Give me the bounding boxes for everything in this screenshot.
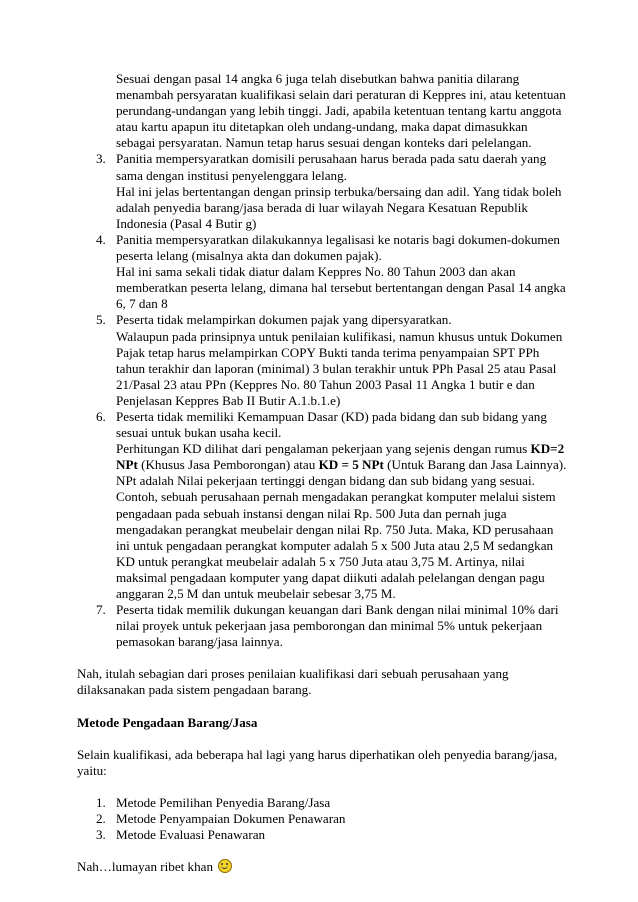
method-item (77, 795, 568, 811)
list-item (77, 232, 568, 312)
list-item-explanation: Hal ini sama sekali tidak diatur dalam Keppres No. 80 Tahun 2003 dan akan memberatkan peserta lelang, dimana hal tersebut bertentangan dengan Pasal 14 angka 6, 7 dan 8 (116, 264, 566, 312)
formula-text-pre: Perhitungan KD dilihat dari pengalaman pekerjaan yang sejenis dengan rumus (116, 441, 531, 457)
method-item (77, 811, 568, 827)
section-intro: Selain kualifikasi, ada beberapa hal lagi yang harus diperhatikan oleh penyedia barang/jasa, yaitu: (77, 746, 558, 778)
list-item-text: Panitia mempersyaratkan dilakukannya legalisasi ke notaris bagi dokumen-dokumen peserta lelang (misalnya akta dan dokumen pajak). (116, 231, 560, 264)
formula-text-mid: (Khusus Jasa Pemborongan) atau (137, 457, 319, 473)
list-item (77, 409, 568, 602)
list-number: 6. (96, 408, 106, 424)
formula-bold-jasa: KD=2 NPt (116, 441, 565, 473)
closing-text: Nah…lumayan ribet khan (77, 859, 213, 875)
list-number: 3. (96, 151, 106, 167)
method-number: 1. (96, 794, 106, 810)
method-label: Metode Evaluasi Penawaran (116, 827, 266, 843)
list-item-text: Peserta tidak melampirkan dokumen pajak yang dipersyaratkan. (116, 312, 452, 328)
list-item-text: Peserta tidak memiliki Kemampuan Dasar (KD) pada bidang dan sub bidang yang sesuai untuk bukan usaha kecil. (116, 408, 547, 441)
smiley-icon (218, 859, 232, 873)
list-item (77, 602, 568, 650)
list-item-text: Peserta tidak memilik dukungan keuangan dari Bank dengan nilai minimal 10% dari nilai proyek untuk pekerjaan jasa pemborongan dan minimal 5% untuk pekerjaan pemasokan barang/jasa lainnya. (116, 602, 559, 650)
qualification-list (77, 151, 568, 650)
methods-list (77, 795, 568, 843)
kd-formula-paragraph (116, 441, 568, 489)
list-item (77, 312, 568, 409)
method-label: Metode Pemilihan Penyedia Barang/Jasa (116, 794, 331, 810)
closing-line (77, 859, 568, 875)
method-label: Metode Penyampaian Dokumen Penawaran (116, 810, 346, 826)
summary-paragraph: Nah, itulah sebagian dari proses penilaian kualifikasi dari sebuah perusahaan yang dilaksanakan pada sistem pengadaan barang. (77, 666, 509, 698)
list-number: 7. (96, 602, 106, 618)
intro-continuation: Sesuai dengan pasal 14 angka 6 juga telah disebutkan bahwa panitia dilarang menambah persyaratan kualifikasi selain dari peraturan di Keppres ini, atau ketentuan perundang-undangan yang lebih tinggi. Jadi, apabila ketentuan tentang kartu anggota atau kartu apapun itu ditetapkan oleh undang-undang, maka dapat dimasukkan sebagai persyaratan. Namun tetap harus sesuai dengan konteks dari pelelangan. (116, 71, 566, 151)
list-item-explanation: Hal ini jelas bertentangan dengan prinsip terbuka/bersaing dan adil. Yang tidak boleh adalah penyedia barang/jasa berada di luar wilayah Negara Kesatuan Republik Indonesia (Pasal 4 Butir g) (116, 183, 562, 231)
section-heading: Metode Pengadaan Barang/Jasa (77, 714, 258, 730)
list-item (77, 151, 568, 231)
method-number: 3. (96, 827, 106, 843)
list-number: 4. (96, 231, 106, 247)
list-number: 5. (96, 312, 106, 328)
kd-example-paragraph: Contoh, sebuah perusahaan pernah mengadakan perangkat komputer melalui sistem pengadaan pada sebuah instansi dengan nilai Rp. 500 Juta dan pernah juga mengadakan perangkat meubelair dengan nilai Rp. 750 Juta. Maka, KD perusahaan ini untuk pengadaan perangkat komputer adalah 5 x 500 Juta atau 2,5 M sedangkan KD untuk perangkat meubelair adalah 5 x 750 Juta atau 3,75 M. Artinya, nilai maksimal pengadaan komputer yang dapat diikuti adalah pelelangan dengan pagu anggaran 2,5 M dan untuk meubelair sebesar 3,75 M. (116, 489, 556, 601)
list-item-explanation: Walaupun pada prinsipnya untuk penilaian kulifikasi, namun khusus untuk Dokumen Pajak tetap harus melampirkan COPY Bukti tanda terima penyampaian SPT PPh tahun terakhir dan laporan (minimal) 3 bulan terakhir untuk PPh Pasal 25 atau Pasal 21/Pasal 23 atau PPn (Keppres No. 80 Tahun 2003 Pasal 11 Angka 1 butir e dan Penjelasan Keppres Bab II Butir A.1.b.1.e) (116, 328, 563, 408)
method-item (77, 827, 568, 843)
formula-bold-barang: KD = 5 NPt (318, 457, 384, 473)
method-number: 2. (96, 810, 106, 826)
formula-text-post: (Untuk Barang dan Jasa Lainnya). NPt adalah Nilai pekerjaan tertinggi dengan bidang dan sub bidang yang sesuai. (116, 457, 567, 489)
list-item-text: Panitia mempersyaratkan domisili perusahaan harus berada pada satu daerah yang sama dengan institusi penyelenggara lelang. (116, 151, 547, 183)
